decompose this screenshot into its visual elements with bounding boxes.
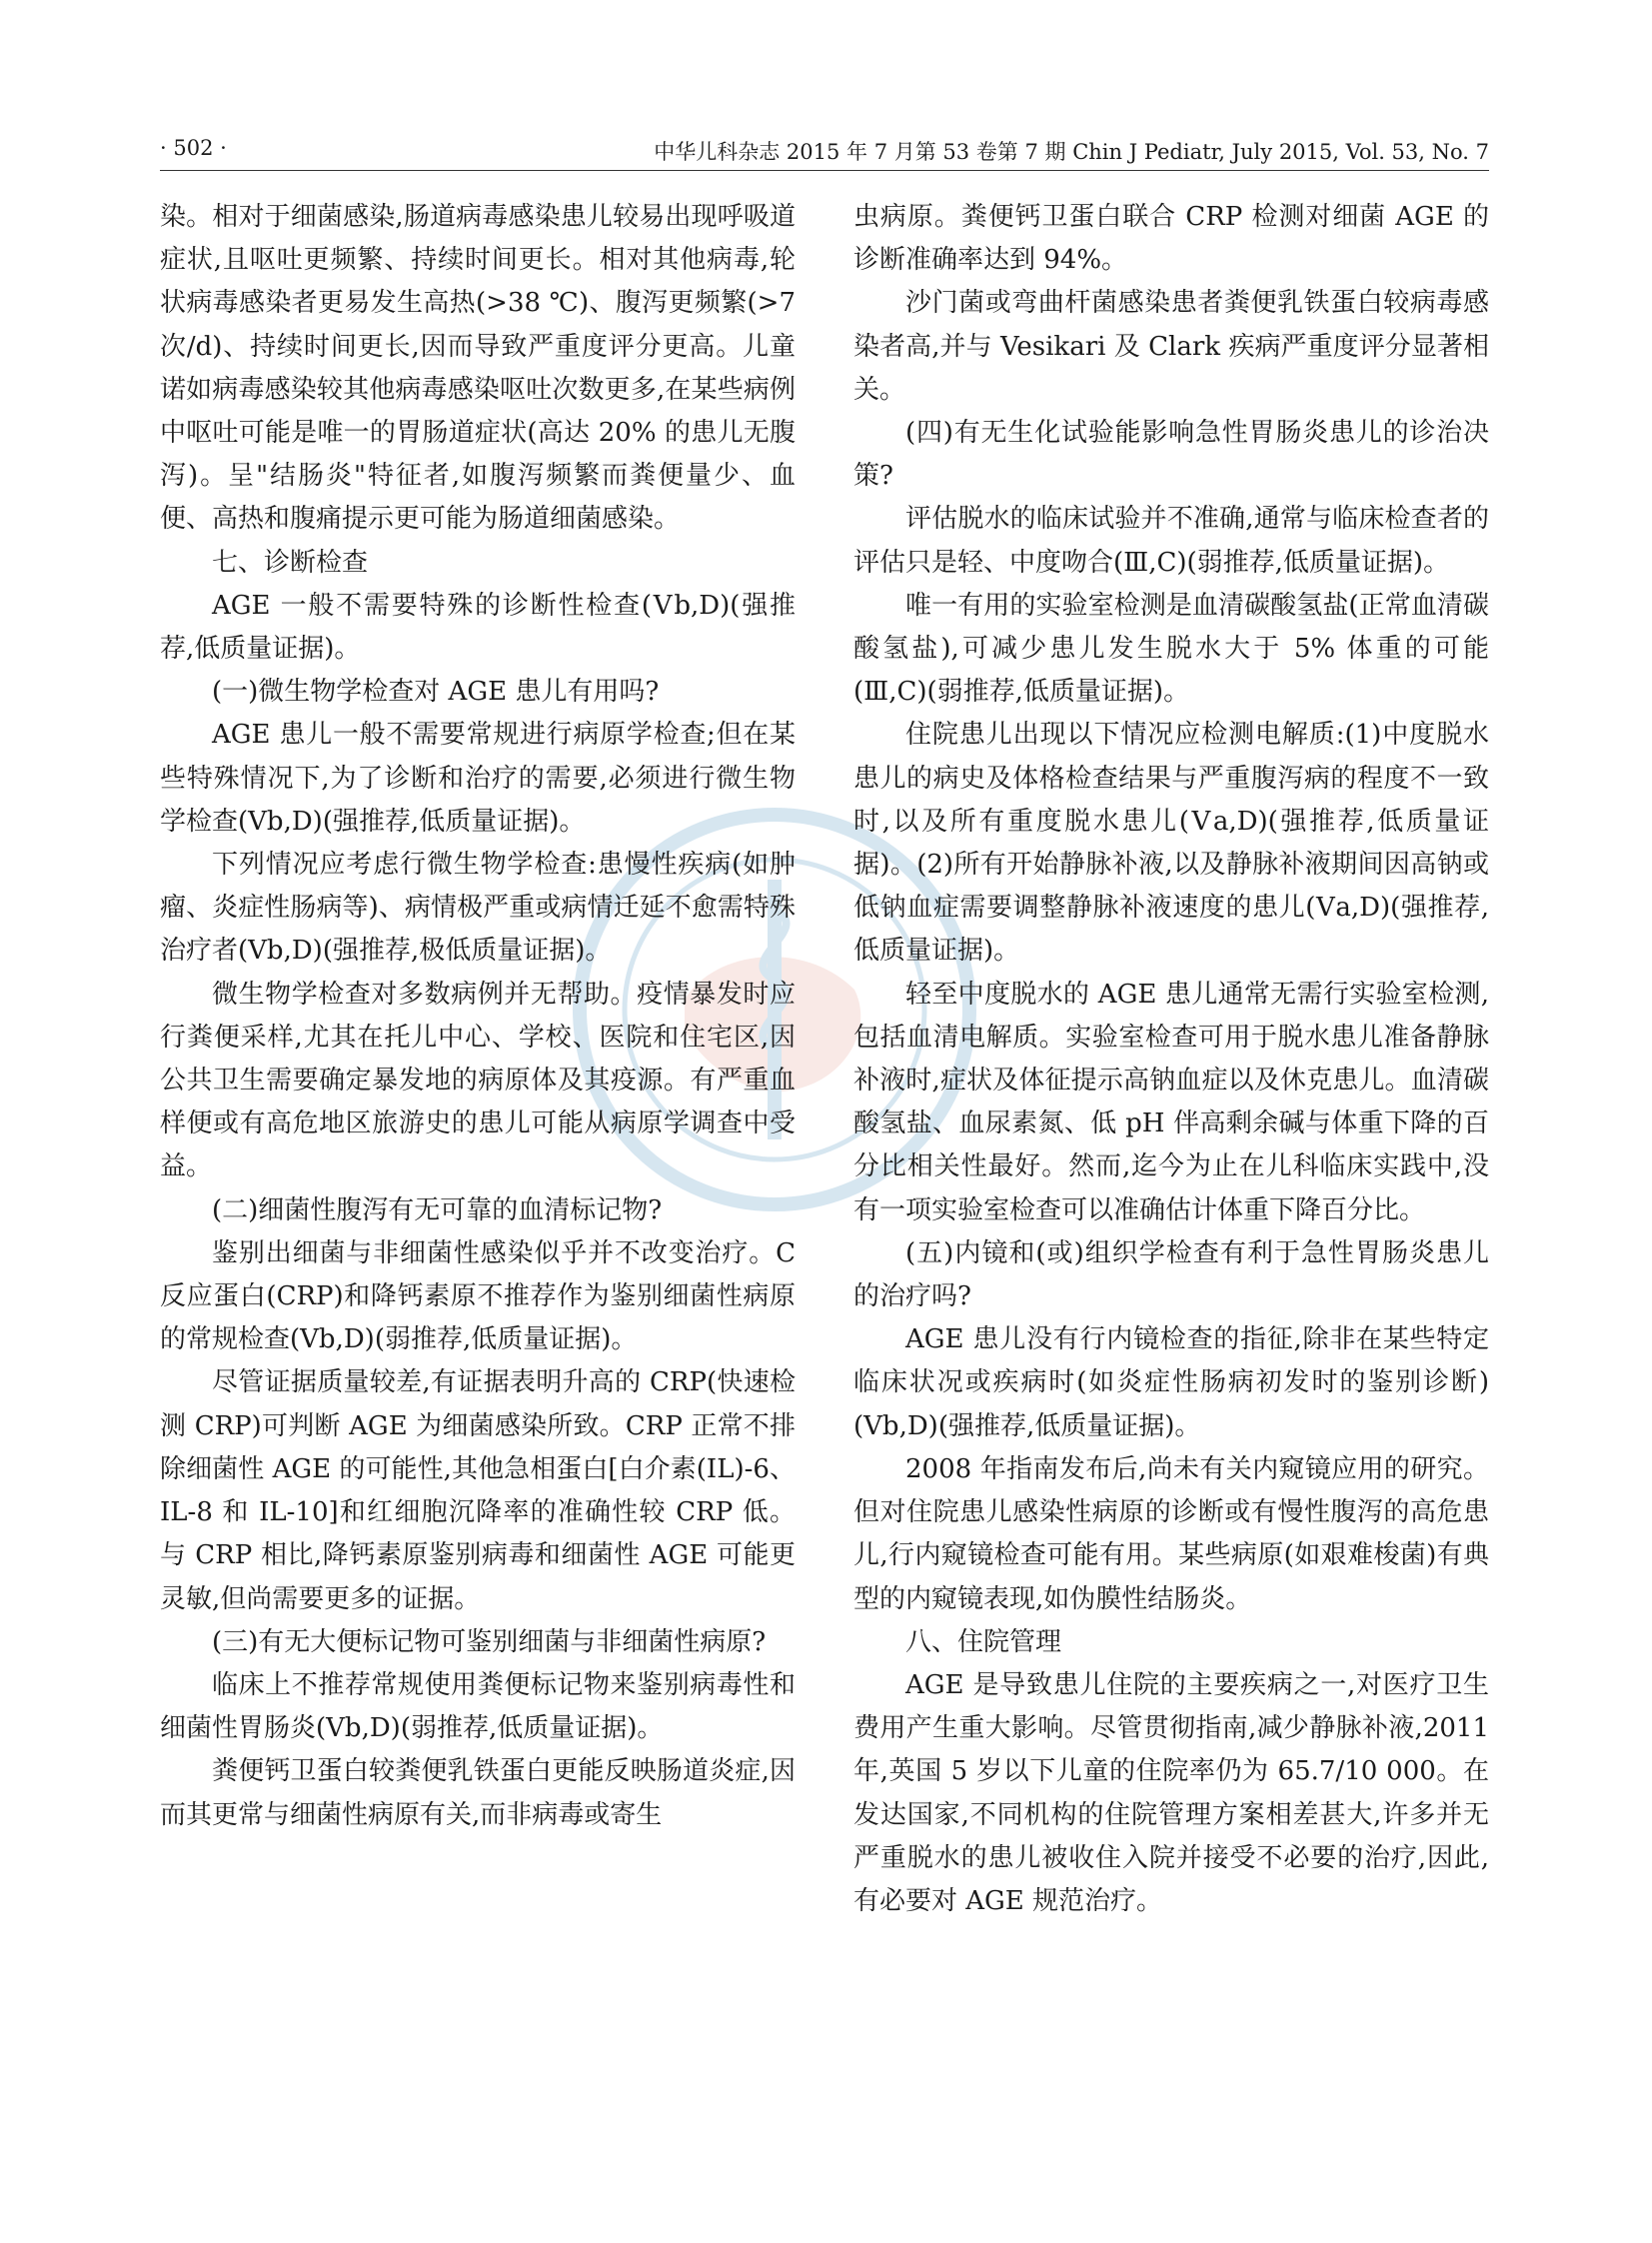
paragraph: 评估脱水的临床试验并不准确,通常与临床检查者的评估只是轻、中度吻合(Ⅲ,C)(弱推荐,低质量证据)。 [853,504,1489,578]
paragraph: 虫病原。粪便钙卫蛋白联合 CRP 检测对细菌 AGE 的诊断准确率达到 94%。 [853,202,1489,276]
subsection-heading: (一)微生物学检查对 AGE 患儿有用吗? [212,677,660,708]
page-number: · 502 · [160,136,227,160]
paragraph: 2008 年指南发布后,尚未有关内窥镜应用的研究。但对住院患儿感染性病原的诊断或有慢性腹泻的高危患儿,行内窥镜检查可能有用。某些病原(如艰难梭菌)有典型的内窥镜表现,如伪膜性结肠炎。 [853,1453,1489,1614]
paragraph: 住院患儿出现以下情况应检测电解质:(1)中度脱水患儿的病史及体格检查结果与严重腹泻病的程度不一致时,以及所有重度脱水患儿(Ⅴa,D)(强推荐,低质量证据)。(2)所有开始静脉补液,以及静脉补液期间因高钠或低钠血症需要调整静脉补液速度的患儿(Ⅴa,D)(强推荐,低质量证据)。 [853,720,1489,967]
section-heading: 七、诊断检查 [212,547,369,578]
paragraph: 临床上不推荐常规使用粪便标记物来鉴别病毒性和细菌性胃肠炎(Ⅴb,D)(弱推荐,低质量证据)。 [160,1669,796,1744]
paragraph: 轻至中度脱水的 AGE 患儿通常无需行实验室检测,包括血清电解质。实验室检查可用于脱水患儿准备静脉补液时,症状及体征提示高钠血症以及休克患儿。血清碳酸氢盐、血尿素氮、低 pH 伴高剩余碱与体重下降的百分比相关性最好。然而,迄今为止在儿科临床实践中,没有一项实验室检查可以准确估计体重下降百分比。 [853,979,1489,1225]
paragraph: 粪便钙卫蛋白较粪便乳铁蛋白更能反映肠道炎症,因而其更常与细菌性病原有关,而非病毒或寄生 [160,1756,796,1830]
subsection-heading: (四)有无生化试验能影响急性胃肠炎患儿的诊治决策? [853,418,1489,492]
paragraph: AGE 患儿一般不需要常规进行病原学检查;但在某些特殊情况下,为了诊断和治疗的需要,必须进行微生物学检查(Ⅴb,D)(强推荐,低质量证据)。 [160,720,796,837]
paragraph: 唯一有用的实验室检测是血清碳酸氢盐(正常血清碳酸氢盐),可减少患儿发生脱水大于 5% 体重的可能(Ⅲ,C)(弱推荐,低质量证据)。 [853,590,1489,708]
subsection-heading: (二)细菌性腹泻有无可靠的血清标记物? [212,1194,663,1225]
paragraph: AGE 是导致患儿住院的主要疾病之一,对医疗卫生费用产生重大影响。尽管贯彻指南,减少静脉补液,2011 年,英国 5 岁以下儿童的住院率仍为 65.7/10 000。在发达国家,不同机构的住院管理方案相差甚大,许多并无严重脱水的患儿被收住入院并接受不必要的治疗,因此,有必要对 AGE 规范治疗。 [853,1669,1489,1916]
right-column [853,196,1489,1923]
paragraph: 微生物学检查对多数病例并无帮助。疫情暴发时应行粪便采样,尤其在托儿中心、学校、医院和住宅区,因公共卫生需要确定暴发地的病原体及其疫源。有严重血样便或有高危地区旅游史的患儿可能从病原学调查中受益。 [160,979,796,1182]
subsection-heading: (五)内镜和(或)组织学检查有利于急性胃肠炎患儿的治疗吗? [853,1237,1489,1312]
header-rule [160,170,1489,171]
paragraph: AGE 患儿没有行内镜检查的指征,除非在某些特定临床状况或疾病时(如炎症性肠病初发时的鉴别诊断)(Ⅴb,D)(强推荐,低质量证据)。 [853,1324,1489,1441]
paragraph: 沙门菌或弯曲杆菌感染患者粪便乳铁蛋白较病毒感染者高,并与 Vesikari 及 Clark 疾病严重度评分显著相关。 [853,288,1489,405]
journal-citation: 中华儿科杂志 2015 年 7 月第 53 卷第 7 期 Chin J Pediatr, July 2015, Vol. 53, No. 7 [654,140,1489,164]
page-header [160,136,1489,168]
left-column [160,196,796,1837]
section-heading: 八、住院管理 [905,1626,1062,1657]
subsection-heading: (三)有无大便标记物可鉴别细菌与非细菌性病原? [212,1626,767,1657]
paragraph: 染。相对于细菌感染,肠道病毒感染患儿较易出现呼吸道症状,且呕吐更频繁、持续时间更长。相对其他病毒,轮状病毒感染者更易发生高热(>38 ℃)、腹泻更频繁(>7 次/d)、持续时间更长,因而导致严重度评分更高。儿童诺如病毒感染较其他病毒感染呕吐次数更多,在某些病例中呕吐可能是唯一的胃肠道症状(高达 20% 的患儿无腹泻)。呈"结肠炎"特征者,如腹泻频繁而粪便量少、血便、高热和腹痛提示更可能为肠道细菌感染。 [160,202,796,535]
paragraph: 下列情况应考虑行微生物学检查:患慢性疾病(如肿瘤、炎症性肠病等)、病情极严重或病情迁延不愈需特殊治疗者(Ⅴb,D)(强推荐,极低质量证据)。 [160,850,796,967]
paragraph: 鉴别出细菌与非细菌性感染似乎并不改变治疗。C 反应蛋白(CRP)和降钙素原不推荐作为鉴别细菌性病原的常规检查(Ⅴb,D)(弱推荐,低质量证据)。 [160,1237,796,1355]
paragraph: AGE 一般不需要特殊的诊断性检查(Ⅴb,D)(强推荐,低质量证据)。 [160,590,796,665]
paragraph: 尽管证据质量较差,有证据表明升高的 CRP(快速检测 CRP)可判断 AGE 为细菌感染所致。CRP 正常不排除细菌性 AGE 的可能性,其他急相蛋白[白介素(IL)-6、IL-8 和 IL-10]和红细胞沉降率的准确性较 CRP 低。与 CRP 相比,降钙素原鉴别病毒和细菌性 AGE 可能更灵敏,但尚需要更多的证据。 [160,1367,796,1614]
